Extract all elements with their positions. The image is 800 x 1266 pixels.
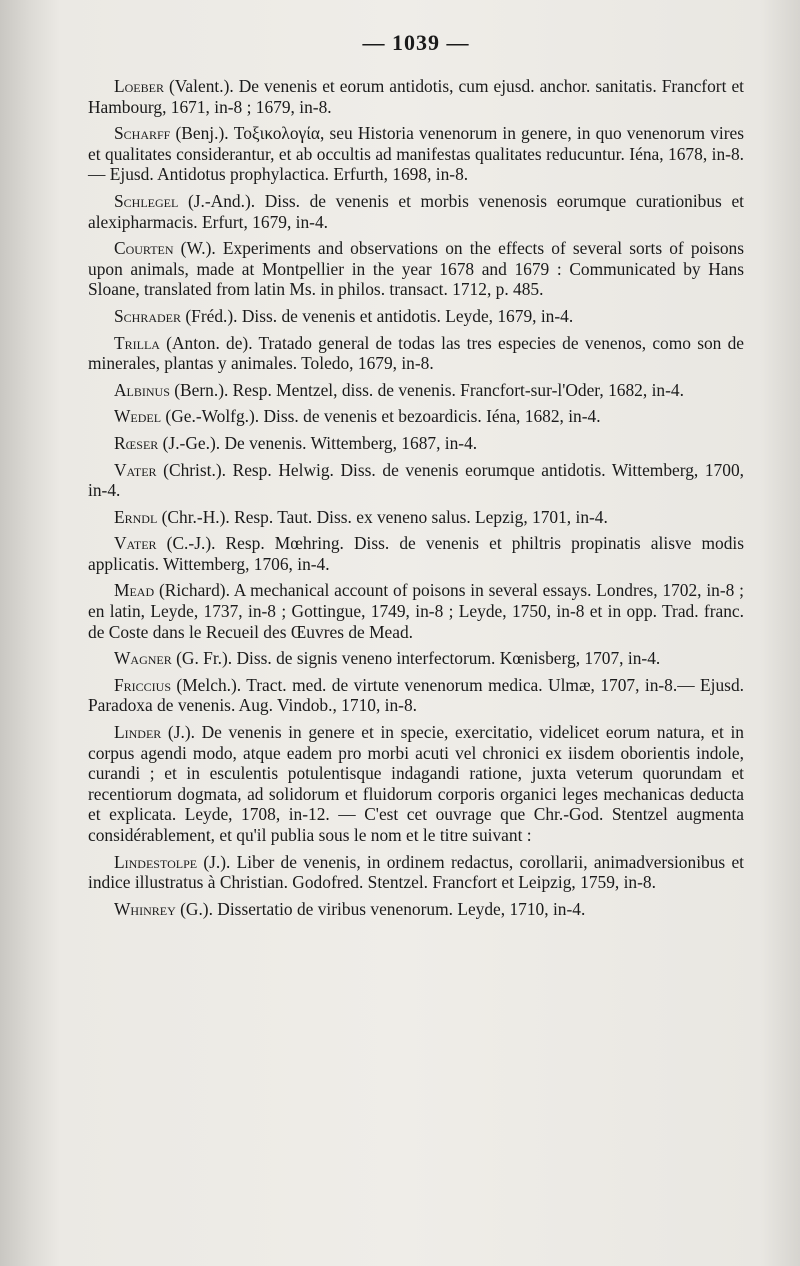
bibliography-entry [88,433,744,454]
entry-author: Schlegel [114,190,179,211]
entry-author: Loeber [114,76,164,96]
bibliography-entry [88,191,744,232]
bibliography-entry [88,406,744,427]
bibliography-entry [88,899,744,920]
bibliography-entry [88,460,744,501]
bibliography-entry [88,580,744,642]
entry-text: (Richard). A mechanical account of poisons in several essays. Londres, 1702, in-8 ; en latin, Leyde, 1737, in-8 ; Gottingue, 1749, in-8 ; Leyde, 1750, in-8 et in opp. Trad. franc. de Coste dans le Recueil des Œuvres de Mead. [88,580,744,642]
entry-author: Scharff [114,123,171,144]
entry-text: (Ge.-Wolfg.). Diss. de venenis et bezoardicis. Iéna, 1682, in-4. [161,406,601,427]
bibliography-entry [88,648,744,669]
bibliography-entry [88,76,744,117]
bibliography-entry [88,380,744,401]
entry-text: (Anton. de). Tratado general de todas las tres especies de venenos, como son de minerales, plantas y animales. Toledo, 1679, in-8. [88,332,744,374]
bibliography-entry [88,722,744,846]
entry-text: (J.-And.). Diss. de venenis et morbis venenosis eorumque curationibus et alexipharmacis. Erfurt, 1679, in-4. [88,190,744,232]
page-number: — 1039 — [362,30,470,55]
entry-text: (J.-Ge.). De venenis. Wittemberg, 1687, in-4. [158,432,478,453]
entry-text: (Christ.). Resp. Helwig. Diss. de venenis eorumque antidotis. Wittemberg, 1700, in-4. [88,459,744,501]
entry-text: (C.-J.). Resp. Mœhring. Diss. de venenis et philtris propinatis alisve modis applicatis. Wittemberg, 1706, in-4. [88,533,744,574]
entry-text: (Melch.). Tract. med. de virtute venenorum medica. Ulmæ, 1707, in-8.— Ejusd. Paradoxa de venenis. Aug. Vindob., 1710, in-8. [88,674,744,716]
bibliography-entry [88,533,744,574]
entry-author: Wagner [114,648,172,669]
entry-text: (G. Fr.). Diss. de signis veneno interfectorum. Kœnisberg, 1707, in-4. [171,648,661,669]
bibliography-entry [88,507,744,528]
entry-author: Schrader [114,305,182,326]
entry-text: (Chr.-H.). Resp. Taut. Diss. ex veneno salus. Lepzig, 1701, in-4. [157,506,608,527]
entry-author: Erndl [114,506,158,527]
entry-author: Rœser [114,432,159,453]
entry-author: Whinrey [114,898,176,919]
entry-text: (W.). Experiments and observations on the effects of several sorts of poisons upon animals, made at Montpellier in the year 1678 and 1679 : Communicated by Hans Sloane, translated from latin Ms. in philos. transact. 1712, p. 485. [88,238,744,300]
entry-text: (Bern.). Resp. Mentzel, diss. de venenis. Francfort-sur-l'Oder, 1682, in-4. [169,379,684,400]
bibliography-entry [88,675,744,716]
bibliography-entry [88,306,744,327]
entry-text: (J.). Liber de venenis, in ordinem redactus, corollarii, animadversionibus et indice illustratus à Christian. Godofred. Stentzel. Francfort et Leipzig, 1759, in-8. [88,851,744,893]
bibliography-entry [88,852,744,893]
entry-text: (Valent.). De venenis et eorum antidotis, cum ejusd. anchor. sanitatis. Francfort et Hambourg, 1671, in-8 ; 1679, in-8. [88,76,744,117]
entry-author: Wedel [114,406,162,427]
entry-author: Mead [114,580,155,601]
entry-author: Linder [114,722,162,743]
entry-text: (G.). Dissertatio de viribus venenorum. Leyde, 1710, in-4. [175,898,586,919]
entry-text: (Fréd.). Diss. de venenis et antidotis. Leyde, 1679, in-4. [181,305,574,326]
bibliography-entry [88,123,744,185]
entry-author: Lindestolpe [114,851,198,872]
entry-author: Albinus [114,379,170,400]
entry-author: Vater [114,533,157,554]
entry-author: Friccius [114,674,172,695]
bibliography-entry [88,238,744,300]
entry-author: Trilla [114,332,160,353]
bibliography-list [88,76,744,919]
entry-text: (J.). De venenis in genere et in specie, exercitatio, videlicet eorum natura, et in corpus agendi modo, atque eadem pro morbi acuti vel chronici ex iisdem oborientis indole, curandi ; et in esculentis potulentisque indagandi ratione, juxta veterum quorundam et recentiorum dogmata, ad solidorum et fluidorum corporis organici leges mechanicas deducta et explicata. Leyde, 1708, in-12. — C'est cet ouvrage que Chr.-God. Stentzel augmenta considérablement, et qu'il publia sous le nom et le titre suivant : [88,722,744,845]
entry-text: (Benj.). Τοξικολογία, seu Historia venenorum in genere, in quo venenorum vires et qualitates considerantur, et ab occultis ad manifestas qualitates reducuntur. Iéna, 1678, in-8.— Ejusd. Antidotus prophylactica. Erfurth, 1698, in-8. [88,123,744,185]
bibliography-entry [88,333,744,374]
entry-author: Courten [114,238,174,259]
entry-author: Vater [114,459,157,480]
